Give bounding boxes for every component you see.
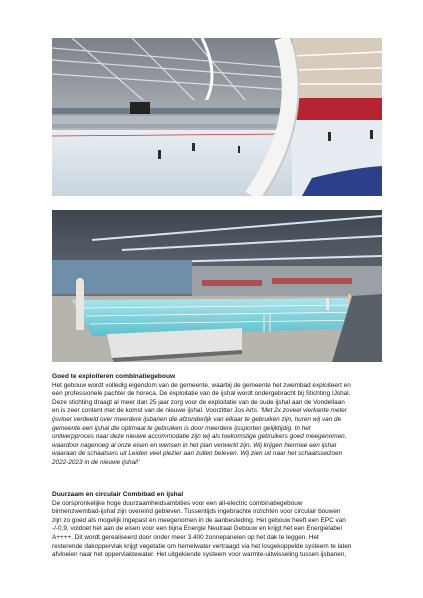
quote-line: ijsvloer verdeeld over meerdere ijsbanen die afzonderlijk van elkaar te gebruiken zijn, huren wij van de: [52, 415, 342, 423]
paragraph-line: een professionele pachter de horeca. De exploitatie van de ijshal wordt ondergebracht bij Stichting IJshal.: [52, 390, 351, 398]
paragraph-line: De oorspronkelijke hoge duurzaamheidsambities voor een all-electric combinatiegebouw: [52, 499, 303, 507]
paragraph-line-with-quote: [52, 407, 387, 416]
quote-line: ontwerpproces naar deze nieuwe accommodatie zijn wij als toekomstige gebruikers goed meegenomen,: [52, 433, 347, 441]
paragraph-line: Het gebouw wordt volledig eigendom van de gemeente, waarbij de gemeente het zwembad exploiteert en: [52, 381, 351, 389]
quote-line: gemeente een ijshal die optimaal te gebruiken is door meerdere ijssporten gelijktijdig. In het: [52, 424, 311, 432]
ice-hall-rendering: [52, 38, 382, 196]
paragraph-line: -/-0,9, voldoet het aan de eisen voor een bijna Energie Neutraal Gebouw en krijgt het een Energielabel: [52, 525, 342, 533]
paragraph-line: resterende dakoppervlak krijgt vegetatie om hemelwater vertraagd via het losgekoppelde systeem te laten: [52, 542, 352, 550]
section-exploitation: [52, 373, 387, 468]
paragraph-line: zijn zo goed als mogelijk ingepast en meegenomen in de aanbesteding. Het gebouw heeft een EPC van: [52, 516, 346, 524]
section-heading-sustainability: Duurzaam en circulair Combibad en ijshal: [52, 491, 184, 498]
quote-text: 'Met 2x zoveel vierkante meter: [260, 407, 347, 415]
paragraph-line: afvloeien naar het oppervlaktewater. Het uitgekiende systeem voor warmte-uitwisseling tussen ijsbanen,: [52, 551, 347, 559]
quote-line: waaraan de schaatsers uit Leiden veel plezier aan zullen beleven. Wij zien uit naar het schaatsseizoen: [52, 450, 343, 458]
section-heading-exploitation: Goed te exploiteren combinatiegebouw: [52, 373, 176, 380]
swimming-pool-rendering: [52, 210, 382, 362]
paragraph-line: A++++. Dit wordt gerealiseerd door onder meer 3.400 zonnepanelen op het dak te leggen. Het: [52, 533, 319, 541]
paragraph-line: binnenzwembad-ijshal zijn overeind gebleven. Tussentijds ingebrachte inzichten voor circulair bouwen: [52, 508, 341, 516]
section-sustainability: [52, 491, 387, 560]
quote-line: 2022-2023 in de nieuwe ijshal!': [52, 458, 140, 466]
paragraph-text: en is zeer content met de komst van de nieuwe ijshal. Voorzitter Jos Arts:: [52, 407, 261, 415]
quote-line: waardoor nagenoeg al onze eisen en wensen in het plan verwerkt zijn. Wij krijgen hiermee een ijshal: [52, 441, 337, 449]
paragraph-line: Deze stichting draagt al meer dan 25 jaar zorg voor de exploitatie van de oude ijshal aan de Vondellaan: [52, 398, 345, 406]
